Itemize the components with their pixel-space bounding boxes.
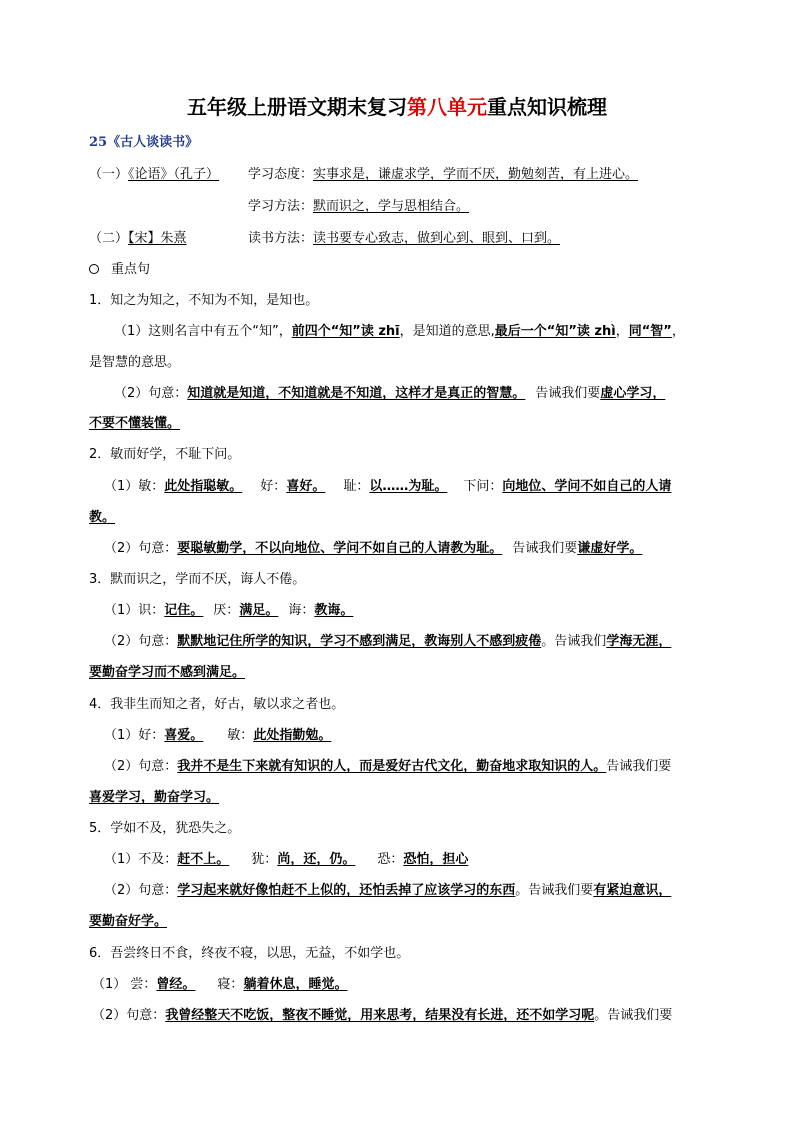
s5-a5: 恐： <box>377 852 404 867</box>
s6-a2: 曾经。 <box>156 977 196 992</box>
reading-key: 读书方法： <box>248 231 314 246</box>
s3-a1: （1）识： <box>104 603 165 618</box>
overview-label-2: （二） <box>89 231 129 246</box>
s5-a2: 赶不上。 <box>177 852 230 867</box>
sentence-5-head: 5．学如不及，犹恐失之。 <box>89 821 241 836</box>
sentence-1-note-1-cont: 是智慧的意思。 <box>89 355 181 370</box>
sentence-4-head: 4．我非生而知之者，好古，敏以求之者也。 <box>89 697 345 712</box>
sentence-3-note-1 <box>104 603 353 619</box>
s1-n1-e: ， <box>615 324 629 339</box>
s5-b1: （2）句意： <box>104 883 178 898</box>
s4-a4: 此处指勤勉。 <box>253 728 332 743</box>
overview-book: 《论语》（孔子） <box>128 167 220 182</box>
s2-a2: 此处指聪敏。 <box>164 479 243 494</box>
s2-a7: 下问： <box>463 479 503 494</box>
s2-a4: 喜好。 <box>286 479 326 494</box>
attitude-value: 实事求是，谦虚求学，学而不厌，勤勉刻苦，有上进心。 <box>313 167 639 182</box>
s3-b2: 默默地记住所学的知识，学习不感到满足，教诲别人不感到疲倦 <box>177 634 542 649</box>
sentence-2-head: 2．敏而好学，不耻下问。 <box>89 447 241 462</box>
s3-b5: 要勤奋学习而不感到满足。 <box>89 665 246 680</box>
sentence-2-note-2 <box>104 541 642 557</box>
s2-a5: 耻： <box>343 479 370 494</box>
s3-a6: 教诲。 <box>314 603 354 618</box>
title-part-3: 重点知识梳理 <box>487 95 607 119</box>
sentence-3-note-2 <box>104 634 671 650</box>
s6-b2: 我曾经整天不吃饭，整夜不睡觉，用来思考，结果没有长进，还不如学习呢 <box>165 1008 595 1023</box>
method-value: 默而识之，学与思相结合。 <box>313 199 470 214</box>
s6-b3: 。告诫我们要 <box>594 1008 673 1023</box>
s4-b2: 我并不是生下来就有知识的人，而是爱好古代文化，勤奋地求取知识的人。 <box>177 759 607 774</box>
s6-a1: （1） 尝： <box>92 977 157 992</box>
sentence-5-note-1 <box>104 852 468 868</box>
s2-a9: 教。 <box>89 510 116 525</box>
s5-b2: 学习起来就好像怕赶不上似的，还怕丢掉了应该学习的东西 <box>177 883 516 898</box>
s1-n2-a: （2）句意： <box>114 386 188 401</box>
sentence-2-note-1-cont <box>89 510 115 526</box>
s4-b1: （2）句意： <box>104 759 178 774</box>
sentence-5-note-2-cont <box>89 914 167 930</box>
s1-n1-b: 前四个“知”读 zhī <box>291 324 400 339</box>
sentence-1-note-2-cont <box>89 416 180 432</box>
s5-b4: 有紧迫意识， <box>593 883 672 898</box>
reading-value: 读书要专心致志，做到心到、眼到、口到。 <box>313 231 561 246</box>
s1-n2-e: 不要不懂装懂。 <box>89 416 181 431</box>
s2-b1: （2）句意： <box>104 541 178 556</box>
s6-a3: 寝： <box>217 977 244 992</box>
overview-row-2 <box>89 231 187 247</box>
s6-a4: 躺着休息，睡觉。 <box>243 977 348 992</box>
sentence-4-note-2-cont <box>89 790 219 806</box>
s3-a3: 厌： <box>213 603 240 618</box>
page-title <box>0 94 794 120</box>
s1-n2-c: 告诫我们要 <box>535 386 601 401</box>
s4-a2: 喜爱。 <box>164 728 204 743</box>
s2-b4: 谦虚好学。 <box>577 541 643 556</box>
s1-n1-g: ， <box>671 324 685 339</box>
sentence-3-note-2-cont <box>89 665 245 681</box>
s2-a8: 向地位、学问不如自己的人请 <box>502 479 672 494</box>
sentence-1-head: 1．知之为知之，不知为不知，是知也。 <box>89 293 319 308</box>
overview-author: 【宋】朱熹 <box>128 231 187 246</box>
s3-a2: 记住。 <box>164 603 204 618</box>
s5-a6: 恐怕，担心 <box>403 852 469 867</box>
sentence-6-note-2 <box>92 1008 672 1024</box>
s4-a3: 敏： <box>227 728 254 743</box>
s3-b1: （2）句意： <box>104 634 178 649</box>
s5-a1: （1）不及： <box>104 852 178 867</box>
s3-a5: 诲： <box>288 603 315 618</box>
s5-b5: 要勤奋好学。 <box>89 914 168 929</box>
s5-b3: 。告诫我们要 <box>515 883 594 898</box>
s2-b3: 告诫我们要 <box>512 541 578 556</box>
title-highlight: 第八单元 <box>407 95 487 119</box>
sentence-4-note-2 <box>104 759 671 775</box>
s2-a6: 以……为耻。 <box>369 479 448 494</box>
overview-row-1 <box>89 167 219 183</box>
overview-label-1: （一） <box>89 167 129 182</box>
overview-method <box>248 199 469 215</box>
method-key: 学习方法： <box>248 199 314 214</box>
key-sentences-heading <box>89 262 150 278</box>
overview-attitude <box>248 167 638 183</box>
s3-b3: 。告诫我们 <box>541 634 607 649</box>
sentence-4-note-1 <box>104 728 331 744</box>
s1-n1-d: 最后一个“知”读 zhì <box>494 324 616 339</box>
sentence-2-note-1 <box>104 479 671 495</box>
s1-n1-c: ，是知道的意思, <box>399 324 495 339</box>
s5-a4: 尚，还，仍。 <box>277 852 356 867</box>
s2-b2: 要聪敏勤学，不以向地位、学问不如自己的人请教为耻。 <box>177 541 503 556</box>
sentence-1-note-2 <box>114 386 665 402</box>
s6-b1: （2）句意： <box>92 1008 166 1023</box>
s1-n1-a: （1）这则名言中有五个“知”， <box>114 324 292 339</box>
s4-b4: 喜爱学习，勤奋学习。 <box>89 790 220 805</box>
s1-n2-b: 知道就是知道，不知道就是不知道，这样才是真正的智慧。 <box>187 386 526 401</box>
s4-b3: 告诫我们要 <box>606 759 672 774</box>
sentence-5-note-2 <box>104 883 671 899</box>
s2-a3: 好： <box>260 479 287 494</box>
s4-a1: （1）好： <box>104 728 165 743</box>
overview-reading <box>248 231 560 247</box>
s2-a1: （1）敏： <box>104 479 165 494</box>
sentence-3-head: 3．默而识之，学而不厌，诲人不倦。 <box>89 572 306 587</box>
title-part-1: 五年级上册语文期末复习 <box>187 95 407 119</box>
sentence-6-head: 6．吾尝终日不食，终夜不寝，以思，无益，不如学也。 <box>89 946 410 961</box>
section-heading: 25《古人谈读书》 <box>89 135 199 150</box>
s3-b4: 学海无涯， <box>606 634 672 649</box>
s3-a4: 满足。 <box>239 603 279 618</box>
sentence-1-note-1 <box>114 324 685 340</box>
sentence-6-note-1 <box>92 977 347 993</box>
s5-a3: 犹： <box>251 852 278 867</box>
s1-n2-d: 虚心学习， <box>600 386 666 401</box>
key-heading-text: 重点句 <box>111 262 151 277</box>
circle-bullet-icon <box>89 264 99 274</box>
attitude-key: 学习态度： <box>248 167 314 182</box>
s1-n1-f: 同“智” <box>628 324 672 339</box>
